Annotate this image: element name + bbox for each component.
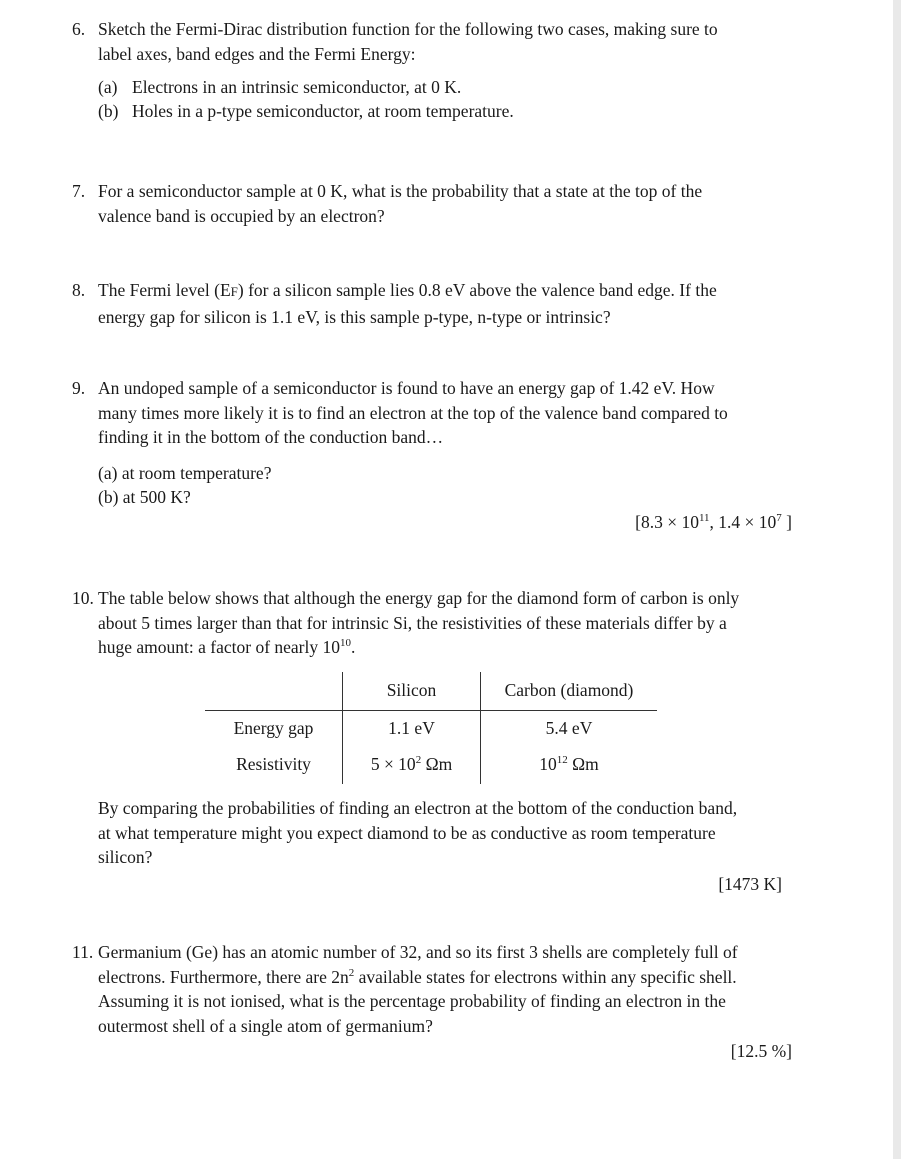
comparison-table xyxy=(205,672,657,784)
text-fragment: , 1.4 × 10 xyxy=(709,512,777,532)
text-fragment: Ωm xyxy=(421,754,453,774)
sub-question-a xyxy=(98,461,792,485)
question-number: 9. xyxy=(72,378,86,398)
question-number: 6. xyxy=(72,19,86,39)
sub-label: (a) xyxy=(98,462,118,483)
sub-label: (b) xyxy=(98,486,119,507)
sub-text: Electrons in an intrinsic semiconductor, at 0 K. xyxy=(132,77,462,97)
sub-text: at room temperature? xyxy=(121,462,272,483)
sub-question-a xyxy=(98,75,792,99)
question-text-line: The table below shows that although the energy gap for the diamond form of carbon is only xyxy=(98,588,740,608)
question-text-line: Germanium (Ge) has an atomic number of 32, and so its first 3 shells are completely full of xyxy=(98,942,738,962)
exponent: 11 xyxy=(698,512,710,525)
table-header-silicon: Silicon xyxy=(386,680,437,700)
question-number: 11. xyxy=(72,942,94,962)
table-divider xyxy=(205,710,657,711)
table-cell xyxy=(343,754,480,775)
table-cell xyxy=(481,754,657,775)
question-10 xyxy=(72,586,792,660)
exponent: 2 xyxy=(348,966,355,979)
sub-question-b xyxy=(98,99,792,123)
scrollbar[interactable] xyxy=(893,0,901,1159)
table-row-label: Energy gap xyxy=(233,718,314,738)
question-text-line xyxy=(98,635,792,660)
question-text-line: outermost shell of a single atom of germanium? xyxy=(98,1015,433,1036)
question-number: 8. xyxy=(72,280,86,300)
question-text-line: Assuming it is not ionised, what is the percentage probability of finding an electron in the xyxy=(98,991,726,1011)
question-text-line: Sketch the Fermi-Dirac distribution function for the following two cases, making sure to xyxy=(98,19,718,39)
sub-question-b xyxy=(98,485,792,509)
question-9 xyxy=(72,376,792,509)
question-number: 7. xyxy=(72,181,86,201)
table-header-carbon: Carbon (diamond) xyxy=(504,680,634,700)
answer-q10: [1473 K] xyxy=(718,874,782,894)
text-fragment: The Fermi level (E xyxy=(98,280,231,300)
text-fragment: huge amount: a factor of nearly 10 xyxy=(98,637,340,657)
question-text-line: many times more likely it is to find an electron at the top of the valence band compared to xyxy=(98,402,728,423)
question-number: 10. xyxy=(72,588,94,608)
text-fragment: Ωm xyxy=(567,754,599,774)
question-text-line: An undoped sample of a semiconductor is found to have an energy gap of 1.42 eV. How xyxy=(98,378,715,398)
exponent: 7 xyxy=(776,512,782,525)
question-6 xyxy=(72,17,792,123)
table-row-label: Resistivity xyxy=(236,754,311,774)
table-cell: 5.4 eV xyxy=(545,718,593,738)
exponent: 12 xyxy=(556,754,568,767)
text-fragment: . xyxy=(351,637,356,657)
question-text-line: finding it in the bottom of the conduction band… xyxy=(98,427,444,447)
answer-q9 xyxy=(635,512,792,533)
question-text-line: about 5 times larger than that for intrinsic Si, the resistivities of these materials differ by a xyxy=(98,612,727,633)
question-text-line: label axes, band edges and the Fermi Energy: xyxy=(98,43,416,64)
text-fragment: 10 xyxy=(539,754,557,774)
question-text-line: energy gap for silicon is 1.1 eV, is this sample p-type, n-type or intrinsic? xyxy=(98,306,611,327)
question-11 xyxy=(72,940,792,1038)
text-fragment: F xyxy=(230,284,238,299)
exponent: 2 xyxy=(415,754,422,767)
question-text-line xyxy=(98,965,792,990)
question-text-line: By comparing the probabilities of finding an electron at the bottom of the conduction band, xyxy=(98,798,738,818)
text-fragment: electrons. Furthermore, there are 2n xyxy=(98,966,349,987)
answer-q11: [12.5 %] xyxy=(730,1041,792,1061)
question-8 xyxy=(72,278,792,329)
exponent: 10 xyxy=(340,637,351,650)
text-fragment: 5 × 10 xyxy=(370,754,416,774)
question-text-line xyxy=(98,278,792,305)
sub-text: at 500 K? xyxy=(122,486,191,507)
question-text-line: For a semiconductor sample at 0 K, what is the probability that a state at the top of the xyxy=(98,181,703,201)
table-cell: 1.1 eV xyxy=(388,718,435,738)
question-7 xyxy=(72,179,792,228)
text-fragment: ] xyxy=(781,512,792,532)
text-fragment: [8.3 × 10 xyxy=(635,512,699,532)
text-fragment: available states for electrons within any specific shell. xyxy=(354,966,737,987)
text-fragment: ) for a silicon sample lies 0.8 eV above the valence band edge. If the xyxy=(237,280,717,300)
question-text-line: valence band is occupied by an electron? xyxy=(98,205,385,226)
sub-label: (b) xyxy=(98,101,119,121)
question-text-line: silicon? xyxy=(98,847,153,867)
sub-text: Holes in a p-type semiconductor, at room temperature. xyxy=(132,101,514,121)
question-text-line: at what temperature might you expect diamond to be as conductive as room temperature xyxy=(98,822,716,843)
sub-label: (a) xyxy=(98,77,118,97)
question-10-followup xyxy=(98,796,782,870)
